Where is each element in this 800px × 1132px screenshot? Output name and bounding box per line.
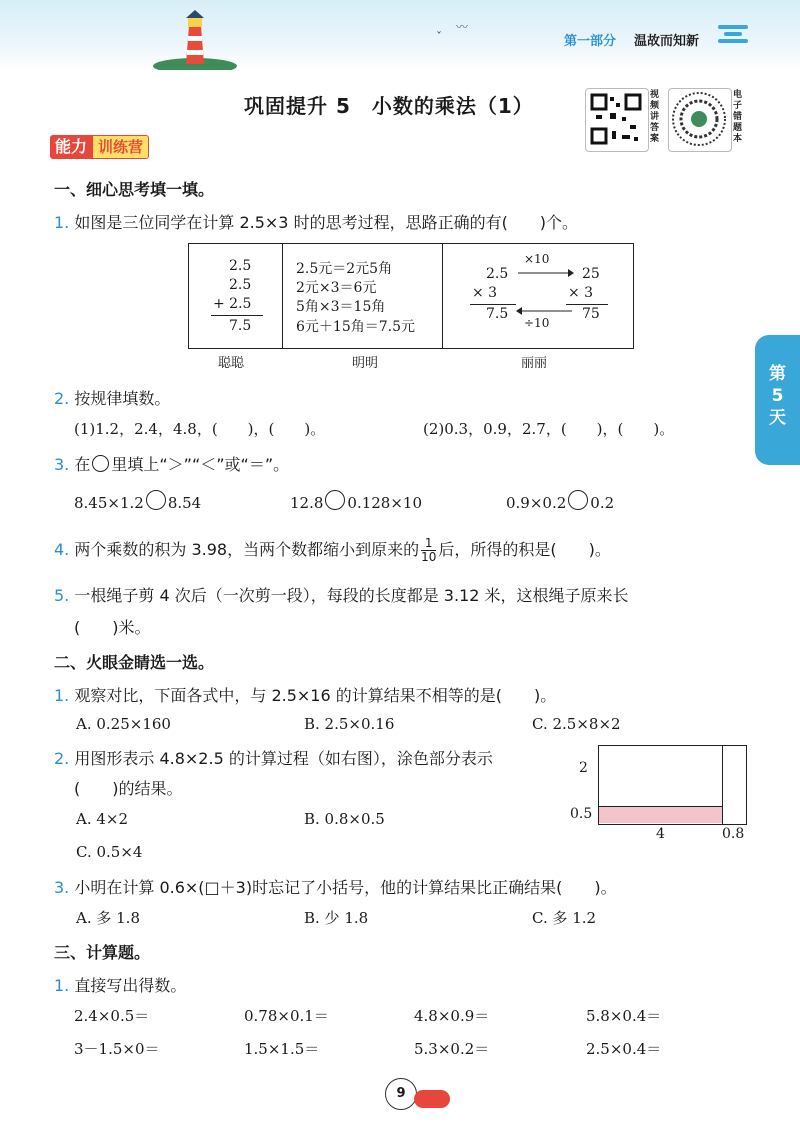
question-number: 4. (54, 540, 70, 559)
page-number: 9 (385, 1078, 417, 1110)
question-text-after: 里填上“＞”“＜”或“＝”。 (111, 455, 290, 474)
question-number: 2. (54, 749, 70, 768)
figure-label-2: 2 (579, 760, 588, 776)
question-1-1 (54, 210, 578, 233)
col3-d: 25 (582, 266, 600, 282)
col3-b: × 3 (472, 285, 498, 301)
question-number: 2. (54, 389, 70, 408)
col3-c: 7.5 (486, 306, 509, 322)
series-logo-icon (716, 22, 750, 44)
col3-op1: ×10 (524, 252, 550, 266)
calc-item: 1.5×1.5＝ (244, 1040, 320, 1058)
col2-line: 6元＋15角＝7.5元 (296, 319, 415, 335)
question-text: 观察对比，下面各式中，与 2.5×16 的计算结果不相等的是( )。 (74, 686, 557, 705)
question-2-2-line2: ( )的结果。 (74, 779, 183, 798)
calc-item: 5.8×0.4＝ (586, 1007, 662, 1025)
left-arrow-icon (516, 306, 574, 316)
table-cell-lili (442, 244, 632, 348)
compare-item (74, 490, 201, 512)
ability-badge (50, 135, 149, 159)
col1-line: 2.5 (229, 258, 252, 274)
col1-line: 2.5 (229, 277, 252, 293)
sequence-1: (1)1.2，2.4，4.8，( )，( )。 (74, 420, 326, 438)
compare-left: 8.45×1.2 (74, 494, 144, 512)
col2-line: 2元×3＝6元 (296, 280, 377, 296)
col1-line: + 2.5 (213, 296, 252, 312)
label-congcong: 聪聪 (218, 356, 245, 371)
question-number: 1. (54, 213, 70, 232)
question-number: 1. (54, 976, 70, 995)
option-b[interactable]: B. 少 1.8 (304, 909, 369, 927)
compare-left: 0.9×0.2 (506, 494, 567, 512)
question-text: 如图是三位同学在计算 2.5×3 时的思考过程，思路正确的有( )个。 (74, 213, 579, 232)
error-book-qr-icon[interactable] (668, 88, 732, 152)
compare-right: 0.2 (590, 494, 615, 512)
calc-item: 2.5×0.4＝ (586, 1040, 662, 1058)
part1-heading: 一、细心思考填一填。 (54, 180, 215, 199)
question-text: 小明在计算 0.6×(□＋3)时忘记了小括号，他的计算结果比正确结果( )。 (74, 878, 617, 897)
question-number: 1. (54, 686, 70, 705)
table-cell-congcong (189, 244, 283, 348)
right-arrow-icon (516, 268, 574, 278)
area-model-figure (598, 745, 747, 825)
label-mingming: 明明 (352, 356, 379, 371)
question-2-1 (54, 683, 556, 706)
thinking-process-table (188, 243, 634, 349)
video-answer-qr-icon[interactable] (585, 88, 649, 152)
question-3-1 (54, 973, 186, 996)
compare-left: 12.8 (290, 494, 324, 512)
qr2-caption: 电子错题本 (733, 90, 743, 144)
calc-item: 4.8×0.9＝ (414, 1007, 490, 1025)
question-1-2 (54, 386, 170, 409)
question-1-4 (54, 537, 611, 564)
fraction (421, 537, 436, 564)
label-lili: 丽丽 (521, 356, 548, 371)
question-text: 直接写出得数。 (74, 976, 187, 995)
col1-line: 7.5 (229, 318, 252, 334)
col2-line: 5角×3＝15角 (296, 299, 386, 315)
question-number: 3. (54, 455, 70, 474)
question-1-5 (54, 583, 629, 606)
col3-f: 75 (582, 306, 600, 322)
table-cell-mingming (282, 244, 443, 348)
option-c[interactable]: C. 0.5×4 (76, 843, 143, 861)
question-text: 用图形表示 4.8×2.5 的计算过程（如右图），涂色部分表示 (74, 749, 493, 768)
question-text: 一根绳子剪 4 次后（一次剪一段），每段的长度都是 3.12 米，这根绳子原来长 (74, 586, 629, 605)
fraction-numerator: 1 (421, 537, 436, 551)
figure-label-4: 4 (656, 826, 665, 842)
question-text-before: 两个乘数的积为 3.98，当两个数都缩小到原来的 (74, 540, 420, 559)
col3-op2: ÷10 (524, 316, 550, 330)
calc-item: 3－1.5×0＝ (74, 1040, 160, 1058)
compare-right: 8.54 (167, 494, 202, 512)
lighthouse-icon (150, 8, 240, 70)
part2-heading: 二、火眼金睛选一选。 (54, 653, 215, 672)
option-a[interactable]: A. 4×2 (76, 810, 129, 828)
badge-part1: 能力 (50, 135, 92, 159)
shaded-region (599, 806, 722, 823)
question-text: 按规律填数。 (74, 389, 171, 408)
calc-item: 0.78×0.1＝ (244, 1007, 329, 1025)
option-b[interactable]: B. 2.5×0.16 (304, 715, 395, 733)
figure-label-0-5: 0.5 (570, 806, 593, 822)
fraction-denominator: 10 (421, 550, 437, 564)
question-text-after: 后，所得的积是( )。 (438, 540, 611, 559)
option-c[interactable]: C. 多 1.2 (532, 909, 597, 927)
day-tab-label: 第5天 (769, 364, 786, 428)
question-text-before: 在 (74, 455, 91, 474)
question-number: 5. (54, 586, 70, 605)
option-a[interactable]: A. 0.25×160 (76, 715, 171, 733)
option-c[interactable]: C. 2.5×8×2 (532, 715, 621, 733)
compare-item (506, 490, 614, 512)
option-b[interactable]: B. 0.8×0.5 (304, 810, 385, 828)
qr1-caption: 视频讲答案 (650, 90, 660, 144)
col2-line: 2.5元＝2元5角 (296, 261, 393, 277)
page-title: 巩固提升 5 小数的乘法（1） (244, 94, 534, 118)
question-1-5-line2: ( )米。 (74, 618, 151, 637)
answer-circle[interactable] (146, 490, 166, 510)
calc-item: 2.4×0.5＝ (74, 1007, 150, 1025)
compare-circle-icon (92, 455, 109, 472)
compare-right: 0.128×10 (347, 494, 423, 512)
day-tab (755, 335, 800, 465)
submarine-icon (414, 1090, 450, 1108)
answer-circle[interactable] (325, 490, 345, 510)
answer-circle[interactable] (568, 490, 588, 510)
question-2-2 (54, 746, 493, 769)
question-number: 3. (54, 878, 70, 897)
compare-item (290, 490, 422, 512)
calc-item: 5.3×0.2＝ (414, 1040, 490, 1058)
sequence-2: (2)0.3，0.9，2.7，( )，( )。 (423, 420, 675, 438)
col3-e: × 3 (568, 285, 594, 301)
section-name: 温故而知新 (634, 34, 700, 49)
divider-line (722, 746, 723, 824)
question-1-3 (54, 452, 289, 475)
col3-a: 2.5 (486, 266, 509, 282)
option-a[interactable]: A. 多 1.8 (76, 909, 140, 927)
question-2-3 (54, 875, 617, 898)
figure-label-0-8: 0.8 (722, 826, 745, 842)
bird-icon: 〰 (456, 20, 469, 34)
badge-part2: 训练营 (92, 135, 149, 159)
part3-heading: 三、计算题。 (54, 943, 151, 962)
section-label: 第一部分 (564, 34, 617, 49)
bird-icon: ˇ (436, 30, 442, 44)
